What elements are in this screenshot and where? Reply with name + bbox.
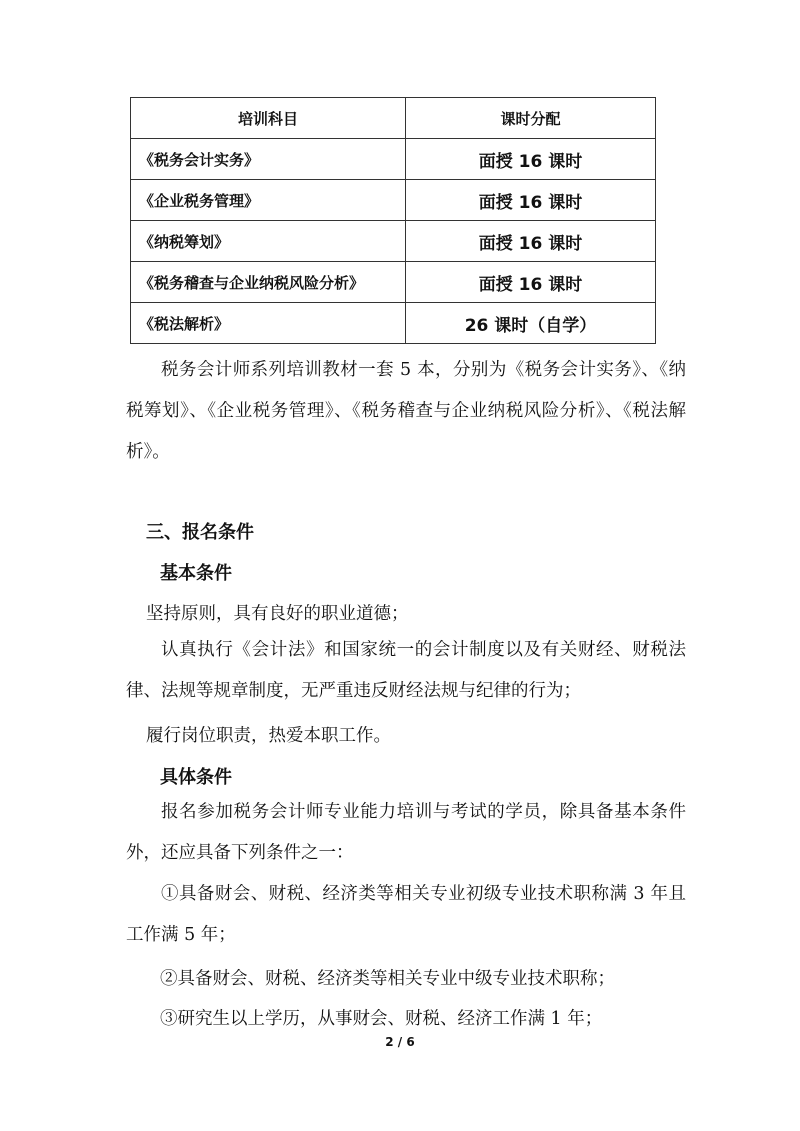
basic-item: 认真执行《会计法》和国家统一的会计制度以及有关财经、财税法律、法规等规章制度，无严重违反财经法规与纪律的行为； [126, 640, 686, 701]
basic-item: 履行岗位职责，热爱本职工作。 [146, 726, 391, 746]
specific-intro: 报名参加税务会计师专业能力培训与考试的学员，除具备基本条件外，还应具备下列条件之一： [126, 802, 686, 863]
intro-paragraph: 税务会计师系列培训教材一套 5 本，分别为《税务会计实务》、《纳税筹划》、《企业税务管理》、《税务稽查与企业纳税风险分析》、《税法解析》。 [126, 360, 686, 462]
specific-item: ②具备财会、财税、经济类等相关专业中级专业技术职称； [160, 969, 615, 989]
basic-item: 坚持原则，具有良好的职业道德； [146, 604, 409, 624]
subject-cell: 《纳税筹划》 [131, 221, 406, 262]
section-title: 三、报名条件 [146, 522, 254, 543]
specific-conditions-title: 具体条件 [160, 767, 232, 788]
subject-cell: 《税务会计实务》 [131, 139, 406, 180]
training-schedule-table [130, 97, 656, 344]
table-row [131, 262, 656, 303]
table-row [131, 180, 656, 221]
basic-conditions-title: 基本条件 [160, 563, 232, 584]
subject-cell: 《企业税务管理》 [131, 180, 406, 221]
table-header-row [131, 98, 656, 139]
header-subject: 培训科目 [131, 98, 406, 139]
subject-cell: 《税务稽查与企业纳税风险分析》 [131, 262, 406, 303]
page-number: 2 / 6 [385, 1035, 415, 1049]
specific-item: ③研究生以上学历，从事财会、财税、经济工作满 1 年； [160, 1009, 603, 1029]
table-row [131, 221, 656, 262]
table-row [131, 139, 656, 180]
table-row [131, 303, 656, 344]
header-hours: 课时分配 [406, 98, 656, 139]
hours-cell: 面授 16 课时 [406, 180, 656, 221]
hours-cell: 26 课时（自学） [406, 303, 656, 344]
hours-cell: 面授 16 课时 [406, 262, 656, 303]
hours-cell: 面授 16 课时 [406, 139, 656, 180]
specific-item: ①具备财会、财税、经济类等相关专业初级专业技术职称满 3 年且工作满 5 年； [126, 884, 686, 945]
hours-cell: 面授 16 课时 [406, 221, 656, 262]
subject-cell: 《税法解析》 [131, 303, 406, 344]
